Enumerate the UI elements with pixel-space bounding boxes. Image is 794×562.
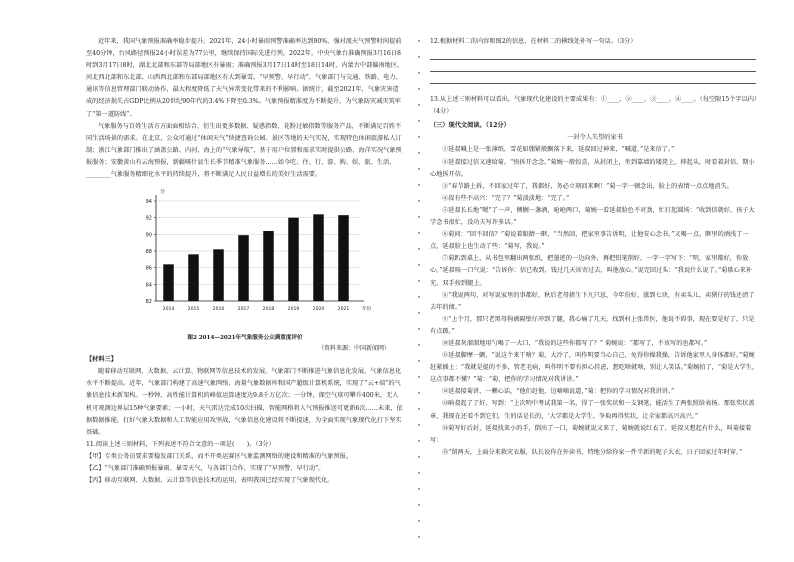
bar-2015 bbox=[188, 254, 199, 301]
y-tick-label: 90 bbox=[145, 232, 152, 239]
separator-dot bbox=[418, 328, 420, 330]
question-11: 11.阅读上述三则材料，下列表述不符合文意的一项是( )。（3分） bbox=[86, 440, 275, 448]
story-paragraph: ⑭菊写好后封，延叔找来小的手，倒出了一口，菊婉就说又来了，菊婉就说红衣了，延叔又想起有什么，叫菊接着写： bbox=[430, 424, 752, 444]
section-heading: （三）现代文阅读。（12分） bbox=[430, 122, 510, 130]
story-paragraph: ⑩延叔灰溜溜地用勺喝了一大口，“我说的这些你都写了？” 菊婉说：“都写了，不该写的也都写。” bbox=[442, 339, 708, 347]
x-tick-label: 2017 bbox=[237, 307, 250, 313]
separator-dot bbox=[418, 104, 420, 106]
question-11-option-a: 【甲】专类公务员要求要稳发部门关系，而不开类运赛区气象监测网络的建设和精准的气象预报。 bbox=[86, 452, 353, 460]
x-tick-label: 2018 bbox=[262, 307, 275, 313]
material3-label: 【材料三】 bbox=[86, 356, 117, 364]
story-paragraph: ⑦菊趴到桌上，从书包里翻出两张纸，把墨迹的一边向外，再把铅笔削好，一字一字写下：“明，家里都好，你放心。”延叔咳一口气说：“告诉你：信已收到，钱过几天该寄过去，叫他放心。”说完回过头：“我说什么说了。”菊歇心来补充，双手按到腿上。 bbox=[430, 255, 753, 287]
separator-dot bbox=[418, 264, 420, 266]
question-11-option-b: 【乙】“气象部门准确预报暴雨、暴雪天气，与各部门合作，实现了“早预警、早行动”。 bbox=[86, 464, 325, 472]
story-paragraph: ②延叔接过信又递给菊。“快拆开念念。”菊婉一般惊喜，从封闭上，坐到靠墙的矮凳上，抑起头，时看着封信、期小心地拆开信。 bbox=[430, 158, 755, 178]
x-tick-label: 2021 bbox=[337, 307, 350, 313]
separator-dot bbox=[418, 456, 420, 458]
left-column bbox=[86, 36, 404, 487]
x-tick-label: 2015 bbox=[187, 307, 200, 313]
question-11-option-c: 【丙】移动互联网、大数据、云计算等信息技术的运用，表明我国已经实现了气象现代化。 bbox=[86, 477, 334, 485]
separator-dot bbox=[418, 72, 420, 74]
story-title: 一封令人失望的家书 bbox=[567, 134, 623, 142]
separator-dot bbox=[418, 344, 420, 346]
separator-dot bbox=[418, 472, 420, 474]
question-12: 12.根据材料二的内容和图2的信息，在材料二的横线处补写一句话。（3分） bbox=[430, 38, 637, 45]
y-tick-label: 88 bbox=[145, 249, 152, 256]
x-tick-label: 2014 bbox=[162, 307, 175, 313]
y-axis-label: 分 bbox=[160, 189, 166, 196]
chart-source: （资料来源：中国新闻网） bbox=[317, 345, 390, 353]
chart-svg bbox=[86, 183, 404, 323]
y-tick-label: 84 bbox=[145, 282, 152, 289]
story-body bbox=[430, 144, 760, 458]
right-column bbox=[430, 36, 760, 459]
separator-dot bbox=[418, 440, 420, 442]
material3-paragraph: 随着移动互联网、大数据、云计算、物联网等信息技术的发展，气象部门不断推进气象信息化发展，气象信息化水平不断提高。近年，气象部门构建了高速气象网络、海量气象数据库和国产超级计算机系统，实现了“云+端”的气象信息技术新架构。一秒钟，高性能计算机的峰值运算速度达9.8千万亿次；一分钟，探空气球可攀升400米，无人机可观测边界层15种气象要素；一小时，天气雷达完成10次扫描，智能网格将人气预报推送可更新6次……未来，依据数据推能，打好气象大数据和人工智能应用攻坚战，气象信息化建设将不断提速，为全面实现气象现代化打下坚实基础。 bbox=[86, 368, 403, 436]
y-tick-label: 82 bbox=[145, 299, 152, 306]
story-paragraph: ③“春节路上拆，不回家过年了，我都好，务必立刻回来啊！”菊一字一顿念出，脸上的表情一点点地消失。 bbox=[442, 182, 733, 190]
story-paragraph: ⑧“我说两句，对写说家里的事都好，秋后老母猪生下九只崽，今年份好，涨到七块，有卖头儿，卖猪仔的钱还清了去年的债。” bbox=[430, 291, 755, 311]
y-tick-label: 94 bbox=[145, 199, 152, 206]
story-paragraph: ①延叔喊上是一张薄纸，雪花如绷紧般飘落下来，延叔回过神来，“喊道，”是来信了。” bbox=[442, 146, 675, 154]
separator-dot bbox=[418, 40, 420, 42]
separator-dot bbox=[418, 296, 420, 298]
answer-line-1[interactable] bbox=[430, 48, 756, 60]
chart-title: 图2 2014—2021年气象服务公众满意度评价 bbox=[187, 335, 303, 342]
separator-dot bbox=[418, 88, 420, 90]
separator-dot bbox=[418, 536, 420, 538]
separator-dot bbox=[418, 152, 420, 154]
separator-dot bbox=[418, 56, 420, 58]
story-paragraph: ⑨“上个月，那只老黑母狗被隔壁仔冲到了腿，我心痛了几天，找到村上张兽医，他说不碍事，现在要是好了，只是有点跛。” bbox=[430, 315, 755, 335]
material2-paragraph: 气象服务与百姓生活方方面面相结合，衍生出更多数据、疑惑指数、花粉过敏指数等服务产品，不断满足百姓不同生活场景的需求。在北京，公众可通过“休闲天气”快捷查询公园、景区等地的天气实况，实现特色休闲旅游私人订制；浙江气象部门推出了涵盖公路、内河、海上的“气象导航”，基于用户位置和需求实时提供公路、海洋实况气象预报服务；安徽黄山有云海预报，新疆喀什县生长季节精准气象服务……如今吃、住、行、游、购、娱、旅、生活，________气象服务精细化水平的持续提升，将不断满足人民日益增长的美好生活需要。 bbox=[86, 122, 402, 179]
x-tick-label: 2019 bbox=[287, 307, 300, 313]
story-paragraph: ⑥菊问：“回不回信？”菊说着眼睛一眶，“当然回，把家里事告诉明，让他安心念书。”又喝一点，眶里的酒浅了一点，延叔脸上也生动了些：“菊写，我说。” bbox=[430, 231, 749, 251]
separator-dot bbox=[418, 488, 420, 490]
bar-2019 bbox=[288, 218, 299, 301]
bar-2020 bbox=[313, 214, 324, 301]
separator-dot bbox=[418, 280, 420, 282]
separator-dot bbox=[418, 120, 420, 122]
bar-2016 bbox=[213, 249, 224, 301]
story-paragraph: ⑫延叔接菊讲，一颗心话，“他们赶他，边嘀嘀说道，”菊：把你的学习情况对我讲讲。” bbox=[442, 388, 675, 396]
bar-2018 bbox=[263, 231, 274, 301]
story-paragraph: ⑬晌叔起了了好，写到：“上次明中考试我第一名，得了一张奖状和一支钢笔，能活生了两张照给表扬。那张奖状盖章，我现在还看不到它们，生的话是长的，‘大学都是大学生，争取再得奖状，让全家都高兴高兴。” bbox=[430, 400, 755, 420]
satisfaction-chart bbox=[86, 183, 404, 333]
answer-line-3[interactable] bbox=[430, 72, 756, 84]
x-tick-label: 2020 bbox=[312, 307, 325, 313]
bar-2021 bbox=[338, 215, 349, 301]
bar-2014 bbox=[163, 264, 174, 301]
separator-dot bbox=[418, 184, 420, 186]
question-13: 13.从上述三则材料可以看出，气象现代化建设的主要成果有：①____、②____、③____、④____。（每空限15个字以内）（4分） bbox=[430, 96, 758, 116]
story-paragraph: ⑪延叔脚摩一颤，“说这个来干啥？菊，大冷了，叫作明要当心自己，免得你操我操，告诉他家里人身体都好。”菊婉赶紧插上：“我就是提的不多，管老毛病，叫作明不要有担心挂虑，想吃啥就啥，别让人笑话。”菊婉拍了，“菊是大学生，这点事都不懂？”菊：“菊，把你的学习情况对我讲讲。” bbox=[430, 352, 759, 384]
separator-dot bbox=[418, 376, 420, 378]
separator-dot bbox=[418, 312, 420, 314]
separator-dot bbox=[418, 232, 420, 234]
separator-dot bbox=[418, 136, 420, 138]
separator-dot bbox=[418, 520, 420, 522]
x-axis-label: 年份 bbox=[362, 307, 372, 313]
separator-dot bbox=[418, 216, 420, 218]
story-paragraph: ④叔有些不高兴：“完了？”菊淡淡地：“完了。” bbox=[442, 194, 570, 202]
separator-dot bbox=[418, 248, 420, 250]
answer-line-2[interactable] bbox=[430, 60, 756, 72]
separator-dot bbox=[418, 200, 420, 202]
separator-dot bbox=[418, 168, 420, 170]
separator-dot bbox=[418, 360, 420, 362]
story-paragraph: ⑮“留两天，上面分来救灾衣服，队长说你在外读书，特地分给你家一件半新的呢子大衣，日子回家过年时穿。” bbox=[442, 448, 743, 456]
bar-2017 bbox=[238, 235, 249, 301]
story-paragraph: ⑤延叔长长地“嗯”了一声，侧搁一盏酒，呛呛两口，菊婉一看延叔脸色不对劲，忙打起圆场：“收到信就好，孩子大学念书很忙，没功夫写许多话。” bbox=[430, 206, 755, 227]
x-tick-label: 2016 bbox=[212, 307, 225, 313]
y-tick-label: 92 bbox=[145, 215, 152, 222]
separator-dot bbox=[418, 424, 420, 426]
separator-dot bbox=[418, 392, 420, 394]
y-tick-label: 86 bbox=[145, 265, 152, 272]
separator-dot bbox=[418, 408, 420, 410]
separator-dot bbox=[418, 504, 420, 506]
material1-paragraph: 近年来，我国气象预报准确率稳步提升。2021年，24小时暴雨预警准确率达到90%，强对流天气预警时间提前至40分钟，台风路径预报24小时误差为77公里，继续保持国际先进行列。2022年，中央气象台准确预报3月16日8时到3月17日8时，湖北北部和东部等局部地区有暴雨；准确预报3月17日14时至18日14时，内蒙古中部偏南地区、河北西北部和东北部、山西西北部和东部局部地区有大到暴雪。“早预警、早行动”，气象部门与交通、铁路、电力、通讯等信息管理部门联动协作，最大程度降低了天气异常变化带来的不利影响。据统计，截至2021年，气象灾害造成的经济损失占GDP比例从20世纪90年代的3.4%下降至0.3%。气象预报精准度为不断提升，为气象防灾减灾筑牢了“第一道防线”。 bbox=[86, 38, 404, 118]
